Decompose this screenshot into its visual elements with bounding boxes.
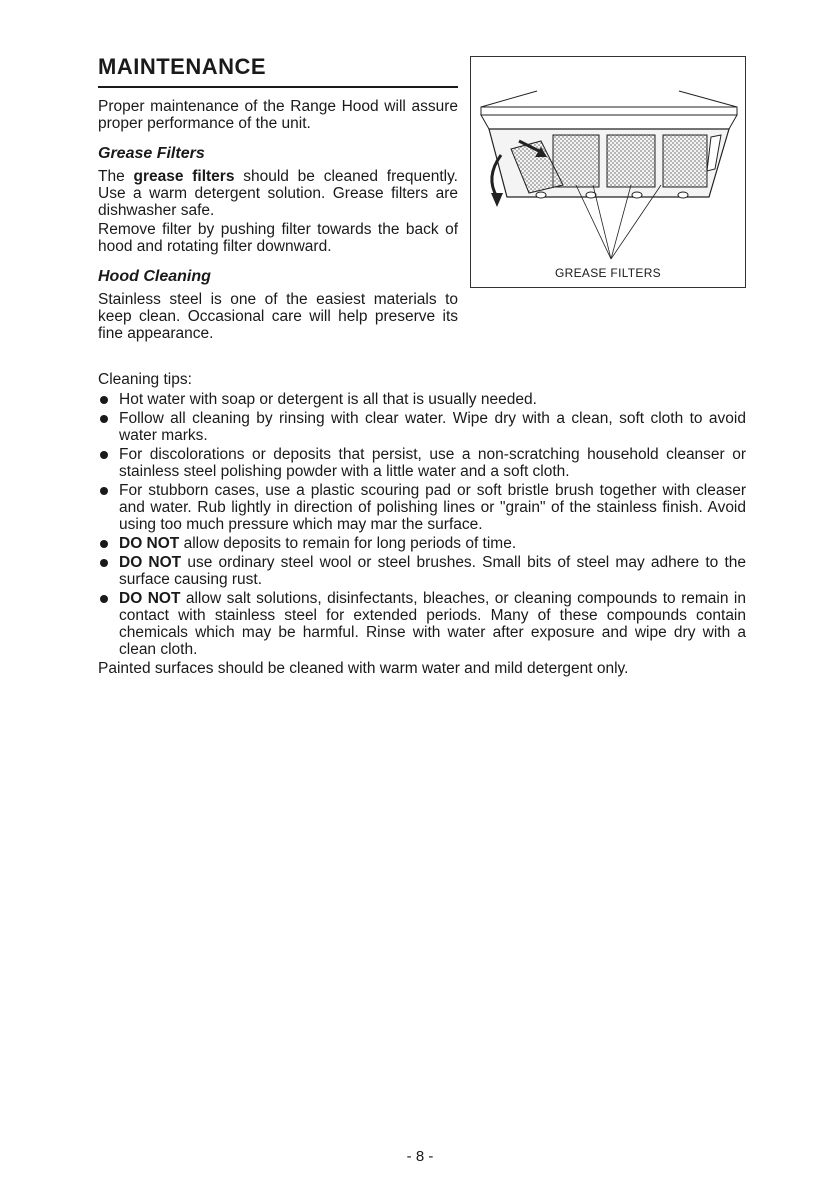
figure-caption: GREASE FILTERS	[554, 266, 661, 280]
hood-cleaning-paragraph: Stainless steel is one of the easiest materials to keep clean. Occasional care will help preserve its fine appearance.	[98, 291, 458, 342]
cleaning-section	[98, 371, 746, 677]
cleaning-tips-list	[98, 391, 746, 658]
intro-paragraph: Proper maintenance of the Range Hood will assure proper performance of the unit.	[98, 98, 458, 132]
grease-filters-post: should be cleaned frequently. Use a warm detergent solution. Grease filters are dishwasher safe.	[98, 168, 458, 219]
list-item: DO NOT use ordinary steel wool or steel brushes. Small bits of steel may adhere to the surface causing rust.	[98, 554, 746, 588]
filter-right	[663, 135, 707, 187]
list-item: Follow all cleaning by rinsing with clear water. Wipe dry with a clean, soft cloth to avoid water marks.	[98, 410, 746, 444]
bullet-icon	[100, 487, 108, 495]
bullet-icon	[100, 451, 108, 459]
light-3	[632, 192, 642, 198]
range-hood-illustration	[471, 57, 745, 287]
page-number: - 8 -	[406, 1148, 434, 1165]
list-item: For stubborn cases, use a plastic scouring pad or soft bristle brush together with cleaser and water. Rub lightly in direction of polishing lines or "grain" of the stainless finish. Avoid using too much pressure which may mar the surface.	[98, 482, 746, 533]
left-column	[98, 98, 458, 342]
bullet-icon	[100, 415, 108, 423]
light-1	[536, 192, 546, 198]
list-item: DO NOT allow deposits to remain for long periods of time.	[98, 535, 746, 552]
closing-paragraph: Painted surfaces should be cleaned with warm water and mild detergent only.	[98, 660, 629, 677]
bullet-icon	[100, 595, 108, 603]
remove-filter-paragraph: Remove filter by pushing filter towards the back of hood and rotating filter downward.	[98, 221, 458, 255]
bullet-icon	[100, 559, 108, 567]
grease-filters-figure	[470, 56, 746, 288]
grease-filters-paragraph	[98, 168, 458, 219]
page-title: MAINTENANCE	[98, 54, 458, 88]
light-4	[678, 192, 688, 198]
filter-middle	[607, 135, 655, 187]
hood-cleaning-heading: Hood Cleaning	[98, 268, 211, 285]
tips-label: Cleaning tips:	[98, 371, 192, 388]
list-item: Hot water with soap or detergent is all that is usually needed.	[98, 391, 746, 408]
list-item: DO NOT allow salt solutions, disinfectants, bleaches, or cleaning compounds to remain in contact with stainless steel for extended periods. Many of these compounds contain chemicals which may be harmful. Rinse with water after exposure and wipe dry with a clean cloth.	[98, 590, 746, 658]
light-2	[586, 192, 596, 198]
bullet-icon	[100, 540, 108, 548]
bullet-icon	[100, 396, 108, 404]
grease-filters-heading: Grease Filters	[98, 145, 205, 162]
list-item: For discolorations or deposits that persist, use a non-scratching household cleanser or stainless steel polishing powder with a little water and a soft cloth.	[98, 446, 746, 480]
grease-filters-bold: grease filters	[133, 168, 235, 185]
grease-filters-pre: The	[98, 168, 134, 185]
